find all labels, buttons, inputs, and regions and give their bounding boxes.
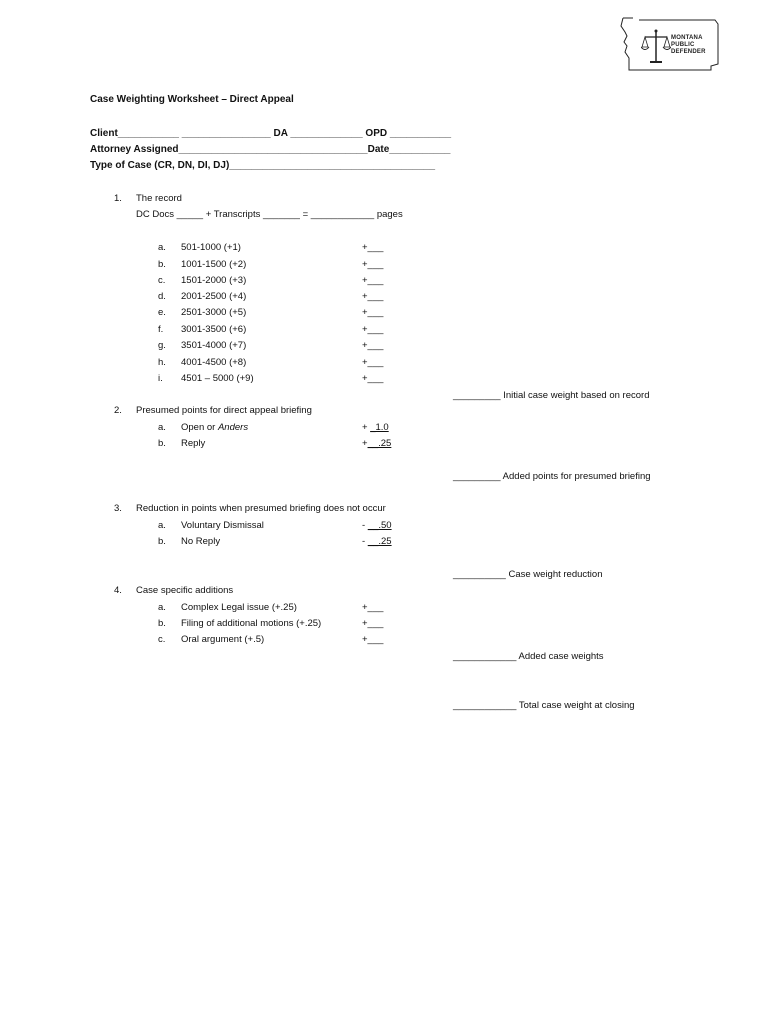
reduction-item-label: No Reply	[181, 536, 221, 547]
weight-reduction-total: __________ Case weight reduction	[453, 569, 603, 580]
record-item-label: 2501-3000 (+5)	[181, 307, 247, 318]
logo-line-1: MONTANA	[671, 35, 703, 41]
record-item-letter: c.	[158, 275, 166, 286]
initial-weight-total: _________ Initial case weight based on record	[453, 390, 650, 401]
record-item-label: 501-1000 (+1)	[181, 242, 241, 253]
record-item-letter: f.	[158, 324, 164, 335]
record-item-value: +___	[362, 275, 384, 286]
addition-item-label: Filing of additional motions (+.25)	[181, 618, 322, 629]
briefing-item-letter: a.	[158, 422, 166, 433]
addition-item-label: Oral argument (+.5)	[181, 634, 265, 645]
value-amount: _1.0	[370, 422, 389, 433]
closing-total-weight: ____________ Total case weight at closing	[453, 700, 635, 711]
value-sign: +	[362, 422, 371, 433]
record-pages-line: DC Docs _____ + Transcripts _______ = ____________ pages	[136, 209, 403, 220]
record-item-letter: i.	[158, 373, 163, 384]
addition-item-letter: c.	[158, 634, 166, 645]
logo-line-3: DEFENDER	[671, 49, 706, 55]
page-title: Case Weighting Worksheet – Direct Appeal	[90, 94, 294, 105]
record-item-letter: d.	[158, 291, 166, 302]
addition-item-letter: a.	[158, 602, 166, 613]
briefing-item-letter: b.	[158, 438, 166, 449]
anders-label: Anders	[217, 422, 249, 433]
record-item-label: 3501-4000 (+7)	[181, 340, 247, 351]
record-item-label: 4501 – 5000 (+9)	[181, 373, 254, 384]
section-3-number: 3.	[114, 503, 122, 514]
record-item-label: 1001-1500 (+2)	[181, 259, 247, 270]
record-item-label: 1501-2000 (+3)	[181, 275, 247, 286]
section-4-number: 4.	[114, 585, 122, 596]
briefing-item-value	[362, 422, 389, 433]
value-amount: __.50	[367, 520, 392, 531]
value-amount: __.25	[367, 438, 392, 449]
section-3-label: Reduction in points when presumed briefing does not occur	[136, 503, 386, 514]
addition-item-value: +___	[362, 634, 384, 645]
reduction-item-label: Voluntary Dismissal	[181, 520, 264, 531]
record-item-label: 4001-4500 (+8)	[181, 357, 247, 368]
open-label: Open or	[181, 422, 218, 433]
scales-of-justice-icon	[641, 28, 671, 68]
addition-item-value: +___	[362, 618, 384, 629]
record-item-letter: e.	[158, 307, 166, 318]
record-item-letter: g.	[158, 340, 166, 351]
section-1-label: The record	[136, 193, 182, 204]
record-item-value: +___	[362, 259, 384, 270]
record-item-letter: a.	[158, 242, 166, 253]
record-item-letter: b.	[158, 259, 166, 270]
case-type-row: Type of Case (CR, DN, DI, DJ)_____________________________________	[90, 160, 436, 171]
attorney-row: Attorney Assigned__________________________________Date___________	[90, 144, 451, 155]
value-amount: __.25	[367, 536, 392, 547]
section-4-label: Case specific additions	[136, 585, 234, 596]
value-sign: -	[362, 520, 368, 531]
logo-wordmark	[671, 35, 706, 56]
record-item-value: +___	[362, 307, 384, 318]
reduction-item-value	[362, 520, 392, 531]
briefing-item-label	[181, 422, 248, 433]
reduction-item-letter: a.	[158, 520, 166, 531]
section-2-label: Presumed points for direct appeal briefing	[136, 405, 312, 416]
record-item-value: +___	[362, 373, 384, 384]
record-item-label: 3001-3500 (+6)	[181, 324, 247, 335]
record-item-value: +___	[362, 242, 384, 253]
added-weights-total: ____________ Added case weights	[453, 651, 604, 662]
briefing-item-value	[362, 438, 391, 449]
record-item-label: 2001-2500 (+4)	[181, 291, 247, 302]
record-item-value: +___	[362, 324, 384, 335]
briefing-points-total: _________ Added points for presumed briefing	[453, 471, 651, 482]
value-sign: -	[362, 536, 368, 547]
briefing-item-label: Reply	[181, 438, 206, 449]
addition-item-letter: b.	[158, 618, 166, 629]
reduction-item-letter: b.	[158, 536, 166, 547]
record-item-letter: h.	[158, 357, 166, 368]
office-logo	[615, 14, 721, 78]
record-item-value: +___	[362, 357, 384, 368]
record-item-value: +___	[362, 340, 384, 351]
section-1-number: 1.	[114, 193, 122, 204]
addition-item-value: +___	[362, 602, 384, 613]
client-row: Client___________ ________________ DA _____________ OPD ___________	[90, 128, 452, 139]
value-sign: +	[362, 438, 368, 449]
logo-line-2: PUBLIC	[671, 42, 695, 48]
record-item-value: +___	[362, 291, 384, 302]
reduction-item-value	[362, 536, 392, 547]
addition-item-label: Complex Legal issue (+.25)	[181, 602, 297, 613]
section-2-number: 2.	[114, 405, 122, 416]
